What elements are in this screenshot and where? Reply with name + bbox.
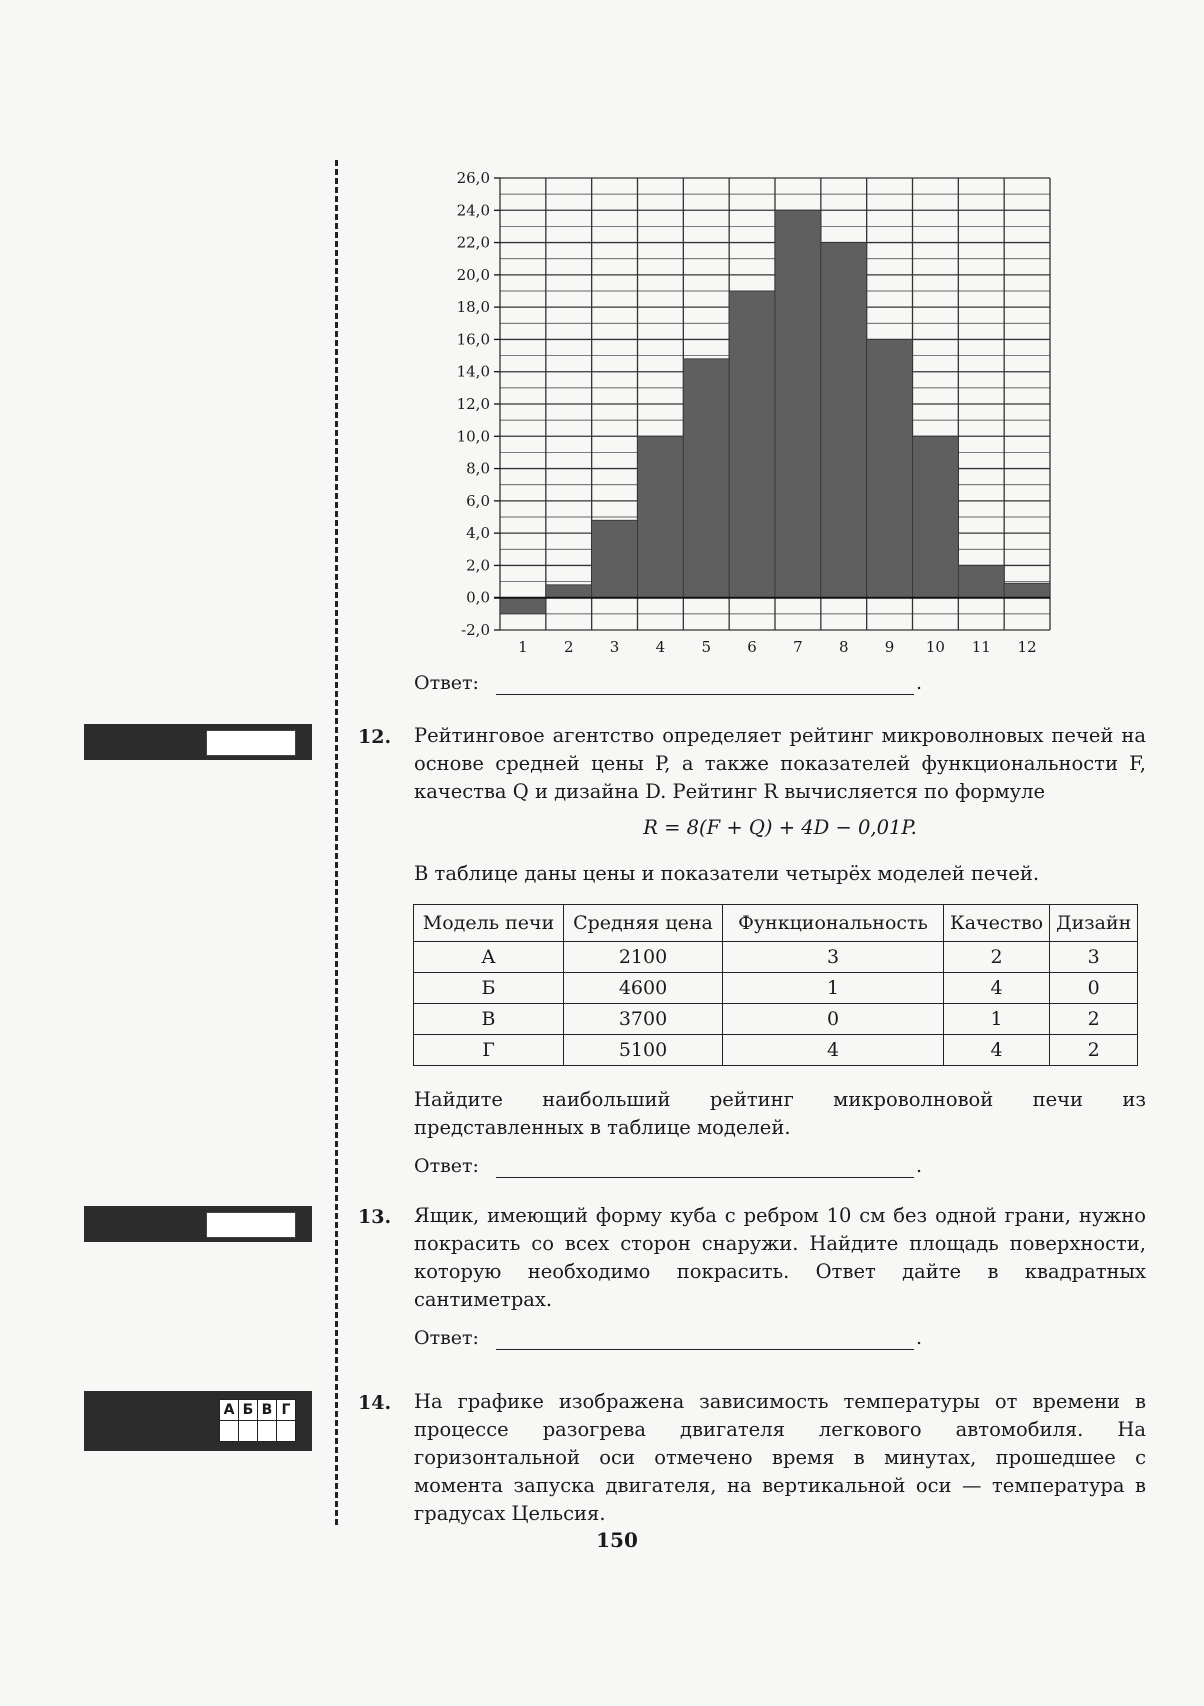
- table-row: [414, 973, 1138, 1004]
- answer-dot: .: [916, 672, 923, 694]
- letter-cell[interactable]: [220, 1421, 239, 1442]
- page-number: 150: [596, 1528, 638, 1552]
- x-tick-label: 8: [838, 638, 849, 656]
- x-tick-label: 12: [1017, 638, 1037, 656]
- cell-design: 0: [1050, 973, 1138, 1004]
- col-header-model: Модель печи: [414, 905, 564, 942]
- y-tick-label: 14,0: [456, 362, 490, 381]
- table-header-row: [414, 905, 1138, 942]
- letter-cell[interactable]: [258, 1421, 277, 1442]
- answer-box-14: [84, 1391, 312, 1451]
- answer-line[interactable]: [496, 1177, 914, 1178]
- question-number-14: 14.: [358, 1392, 392, 1414]
- bar: [867, 339, 913, 597]
- bar: [500, 598, 546, 614]
- col-header-design: Дизайн: [1050, 905, 1138, 942]
- cell-model: В: [414, 1004, 564, 1035]
- cell-quality: 4: [944, 973, 1050, 1004]
- bar: [1004, 583, 1050, 598]
- bar-chart: [440, 162, 1060, 662]
- cell-model: А: [414, 942, 564, 973]
- cell-functionality: 0: [723, 1004, 944, 1035]
- answer-line[interactable]: [496, 1349, 914, 1350]
- x-tick-label: 9: [884, 638, 895, 656]
- question-number-12: 12.: [358, 726, 392, 748]
- answer-field-12[interactable]: [206, 730, 296, 756]
- question-number-13: 13.: [358, 1206, 392, 1228]
- letter-v: В: [258, 1400, 277, 1421]
- answer-box-12: [84, 724, 312, 760]
- answer-label: Ответ:: [414, 672, 479, 694]
- table-intro: В таблице даны цены и показатели четырёх моделей печей.: [414, 862, 1040, 885]
- table-row: [414, 942, 1138, 973]
- letter-cell[interactable]: [277, 1421, 296, 1442]
- answer-label: Ответ:: [414, 1327, 479, 1349]
- letter-cell[interactable]: [239, 1421, 258, 1442]
- letter-a: А: [220, 1400, 239, 1421]
- x-tick-label: 3: [609, 638, 620, 656]
- cell-model: Б: [414, 973, 564, 1004]
- cell-functionality: 3: [723, 942, 944, 973]
- bar: [729, 291, 775, 598]
- cell-design: 3: [1050, 942, 1138, 973]
- answer-box-13: [84, 1206, 312, 1242]
- cell-design: 2: [1050, 1004, 1138, 1035]
- x-tick-label: 7: [793, 638, 803, 656]
- cell-price: 4600: [564, 973, 723, 1004]
- y-tick-label: 18,0: [456, 298, 490, 317]
- y-tick-label: 22,0: [456, 233, 490, 252]
- cell-quality: 1: [944, 1004, 1050, 1035]
- answer-11: [414, 672, 923, 694]
- y-tick-label: 12,0: [456, 395, 490, 413]
- x-tick-label: 10: [925, 638, 945, 656]
- y-tick-label: 0,0: [466, 588, 490, 607]
- bar: [546, 585, 592, 598]
- letter-b: Б: [239, 1400, 258, 1421]
- y-tick-label: 20,0: [456, 265, 490, 284]
- cell-design: 2: [1050, 1035, 1138, 1066]
- x-tick-label: 6: [747, 638, 757, 656]
- cell-functionality: 1: [723, 973, 944, 1004]
- letter-g: Г: [277, 1400, 296, 1421]
- bar: [775, 210, 821, 597]
- bar: [683, 359, 729, 598]
- y-tick-label: 4,0: [466, 524, 490, 543]
- formula: R = 8(F + Q) + 4D − 0,01P.: [643, 816, 917, 839]
- x-tick-label: 4: [655, 638, 666, 656]
- cell-quality: 2: [944, 942, 1050, 973]
- table-row: [414, 1004, 1138, 1035]
- x-tick-label: 5: [701, 638, 712, 656]
- x-tick-label: 11: [971, 638, 991, 656]
- answer-13: [414, 1327, 923, 1349]
- answer-dot: .: [916, 1327, 923, 1349]
- y-tick-label: 2,0: [466, 556, 490, 575]
- y-tick-label: 26,0: [456, 169, 490, 187]
- question-text-12: Рейтинговое агентство определяет рейтинг микроволновых печей на основе средней цены P, а также показателей функциональности F, качества Q и дизайна D. Рейтинг R вычисляется по формуле: [414, 724, 1146, 803]
- letters-grid[interactable]: [219, 1399, 296, 1442]
- answer-line[interactable]: [496, 694, 914, 695]
- x-tick-label: 1: [518, 638, 528, 656]
- col-header-functionality: Функциональность: [723, 905, 944, 942]
- models-table: [413, 904, 1138, 1066]
- cell-price: 3700: [564, 1004, 723, 1035]
- bar: [592, 520, 638, 597]
- x-tick-label: 2: [563, 638, 574, 656]
- cut-line: [335, 160, 338, 1525]
- answer-field-13[interactable]: [206, 1212, 296, 1238]
- bar: [958, 565, 1004, 597]
- question-12-task: Найдите наибольший рейтинг микроволновой печи из представленных в таблице моделей.: [414, 1088, 1146, 1139]
- answer-12: [414, 1155, 923, 1177]
- question-text-13: Ящик, имеющий форму куба с ребром 10 см без одной грани, нужно покрасить со всех сторон снаружи. Найдите площадь поверхности, которую необходимо покрасить. Ответ дайте в квадратных сантиметрах.: [414, 1204, 1146, 1311]
- question-text-14: На графике изображена зависимость температуры от времени в процессе разогрева двигателя легкового автомобиля. На горизонтальной оси отмечено время в минутах, прошедшее с момента запуска двигателя, на вертикальной оси — температура в градусах Цельсия.: [414, 1390, 1146, 1525]
- y-tick-label: 10,0: [456, 427, 490, 446]
- y-tick-label: 8,0: [466, 459, 490, 478]
- cell-functionality: 4: [723, 1035, 944, 1066]
- table-row: [414, 1035, 1138, 1066]
- y-tick-label: -2,0: [461, 621, 490, 639]
- cell-model: Г: [414, 1035, 564, 1066]
- y-tick-label: 16,0: [456, 330, 490, 349]
- bar: [638, 436, 684, 597]
- bar: [821, 243, 867, 598]
- y-tick-label: 24,0: [456, 201, 490, 220]
- bar: [913, 436, 959, 597]
- answer-dot: .: [916, 1155, 923, 1177]
- cell-price: 2100: [564, 942, 723, 973]
- col-header-quality: Качество: [944, 905, 1050, 942]
- col-header-price: Средняя цена: [564, 905, 723, 942]
- cell-price: 5100: [564, 1035, 723, 1066]
- cell-quality: 4: [944, 1035, 1050, 1066]
- answer-label: Ответ:: [414, 1155, 479, 1177]
- y-tick-label: 6,0: [466, 491, 490, 510]
